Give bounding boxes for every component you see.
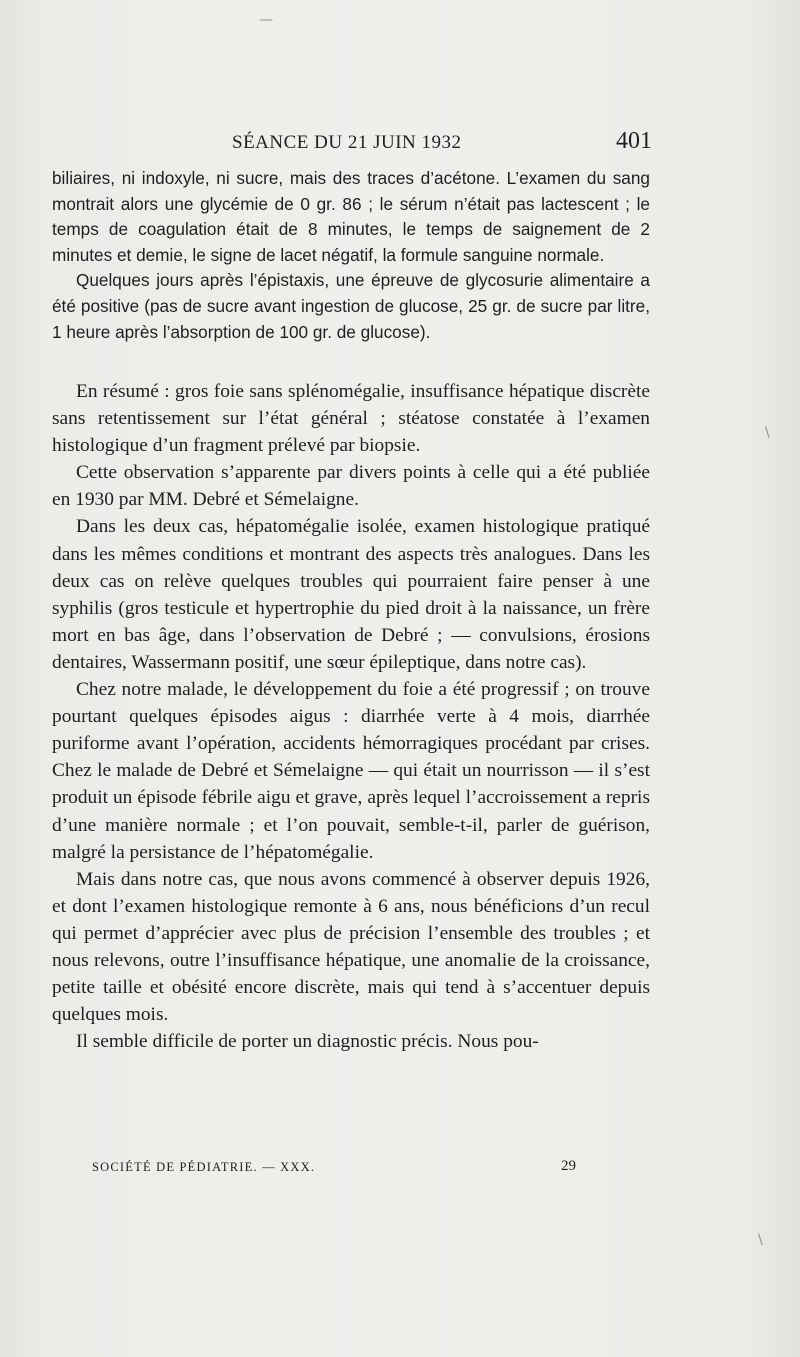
paragraph: Quelques jours après l’épistaxis, une épreuve de glycosurie alimentaire a été positive (pas de sucre avant ingestion de glucose, 25 gr. de sucre par litre, 1 heure après l’absorption de 100 gr. de glucose). [52, 270, 650, 342]
signature-line: SOCIÉTÉ DE PÉDIATRIE. — XXX. [92, 1160, 316, 1174]
paragraph: Dans les deux cas, hépatomégalie isolée, examen histologique pratiqué dans les mêmes conditions et montrant des aspects très analogues. Dans les deux cas on relève quelques troubles qui pourraient faire penser à une syphilis (gros testicule et hypertrophie du pied droit à la naissance, un frère mort en bas âge, dans l’observation de Debré ; — convulsions, érosions dentaires, Wassermann positif, une sœur épileptique, dans notre cas). [52, 516, 650, 673]
page-footer [92, 1158, 592, 1180]
paragraph: Mais dans notre cas, que nous avons commencé à observer depuis 1926, et dont l’examen histologique remonte à 6 ans, nous bénéficions d’un recul qui permet d’apprécier avec plus de précision l’ensemble des troubles ; et nous relevons, outre l’insuffisance hépatique, une anomalie de la croissance, petite taille et obésité encore discrète, mais qui tend à s’accentuer depuis quelques mois. [52, 868, 650, 1026]
page-header [232, 128, 652, 162]
sheet-number: 29 [561, 1158, 576, 1174]
running-title: SÉANCE DU 21 JUIN 1932 [232, 132, 462, 153]
paragraph: Chez notre malade, le développement du foie a été progressif ; on trouve pourtant quelques épisodes aigus : diarrhée verte à 4 mois, diarrhée puriforme avant l’opération, accidents hémorragiques procédant par crises. Chez le malade de Debré et Sémelaigne — qui était un nourrisson — il s’est produit un épisode fébrile aigu et grave, après lequel l’accroissement a repris d’une manière normale ; et l’on pouvait, semble-t-il, parler de guérison, malgré la persistance de l’hépatomégalie. [52, 679, 650, 863]
page-number: 401 [616, 128, 652, 154]
scan-mark: \ [765, 425, 770, 441]
scan-mark: \ [758, 1232, 763, 1248]
main-text [52, 378, 650, 1055]
paragraph: En résumé : gros foie sans splénomégalie, insuffisance hépatique discrète sans retentissement sur l’état général ; stéatose constatée à l’examen histologique d’un fragment prélevé par biopsie. [52, 381, 650, 457]
paragraph: biliaires, ni indoxyle, ni sucre, mais des traces d’acétone. L’examen du sang montrait alors une glycémie de 0 gr. 86 ; le sérum n’était pas lactescent ; le temps de coagulation était de 8 minutes, le temps de saignement de 2 minutes et demie, le signe de lacet négatif, la formule sanguine normale. [52, 168, 650, 265]
scan-mark: — [259, 12, 273, 28]
paragraph: Il semble difficile de porter un diagnostic précis. Nous pou- [76, 1031, 539, 1053]
paragraph: Cette observation s’apparente par divers points à celle qui a été publiée en 1930 par MM. Debré et Sémelaigne. [52, 462, 650, 511]
small-print-section [52, 166, 650, 345]
